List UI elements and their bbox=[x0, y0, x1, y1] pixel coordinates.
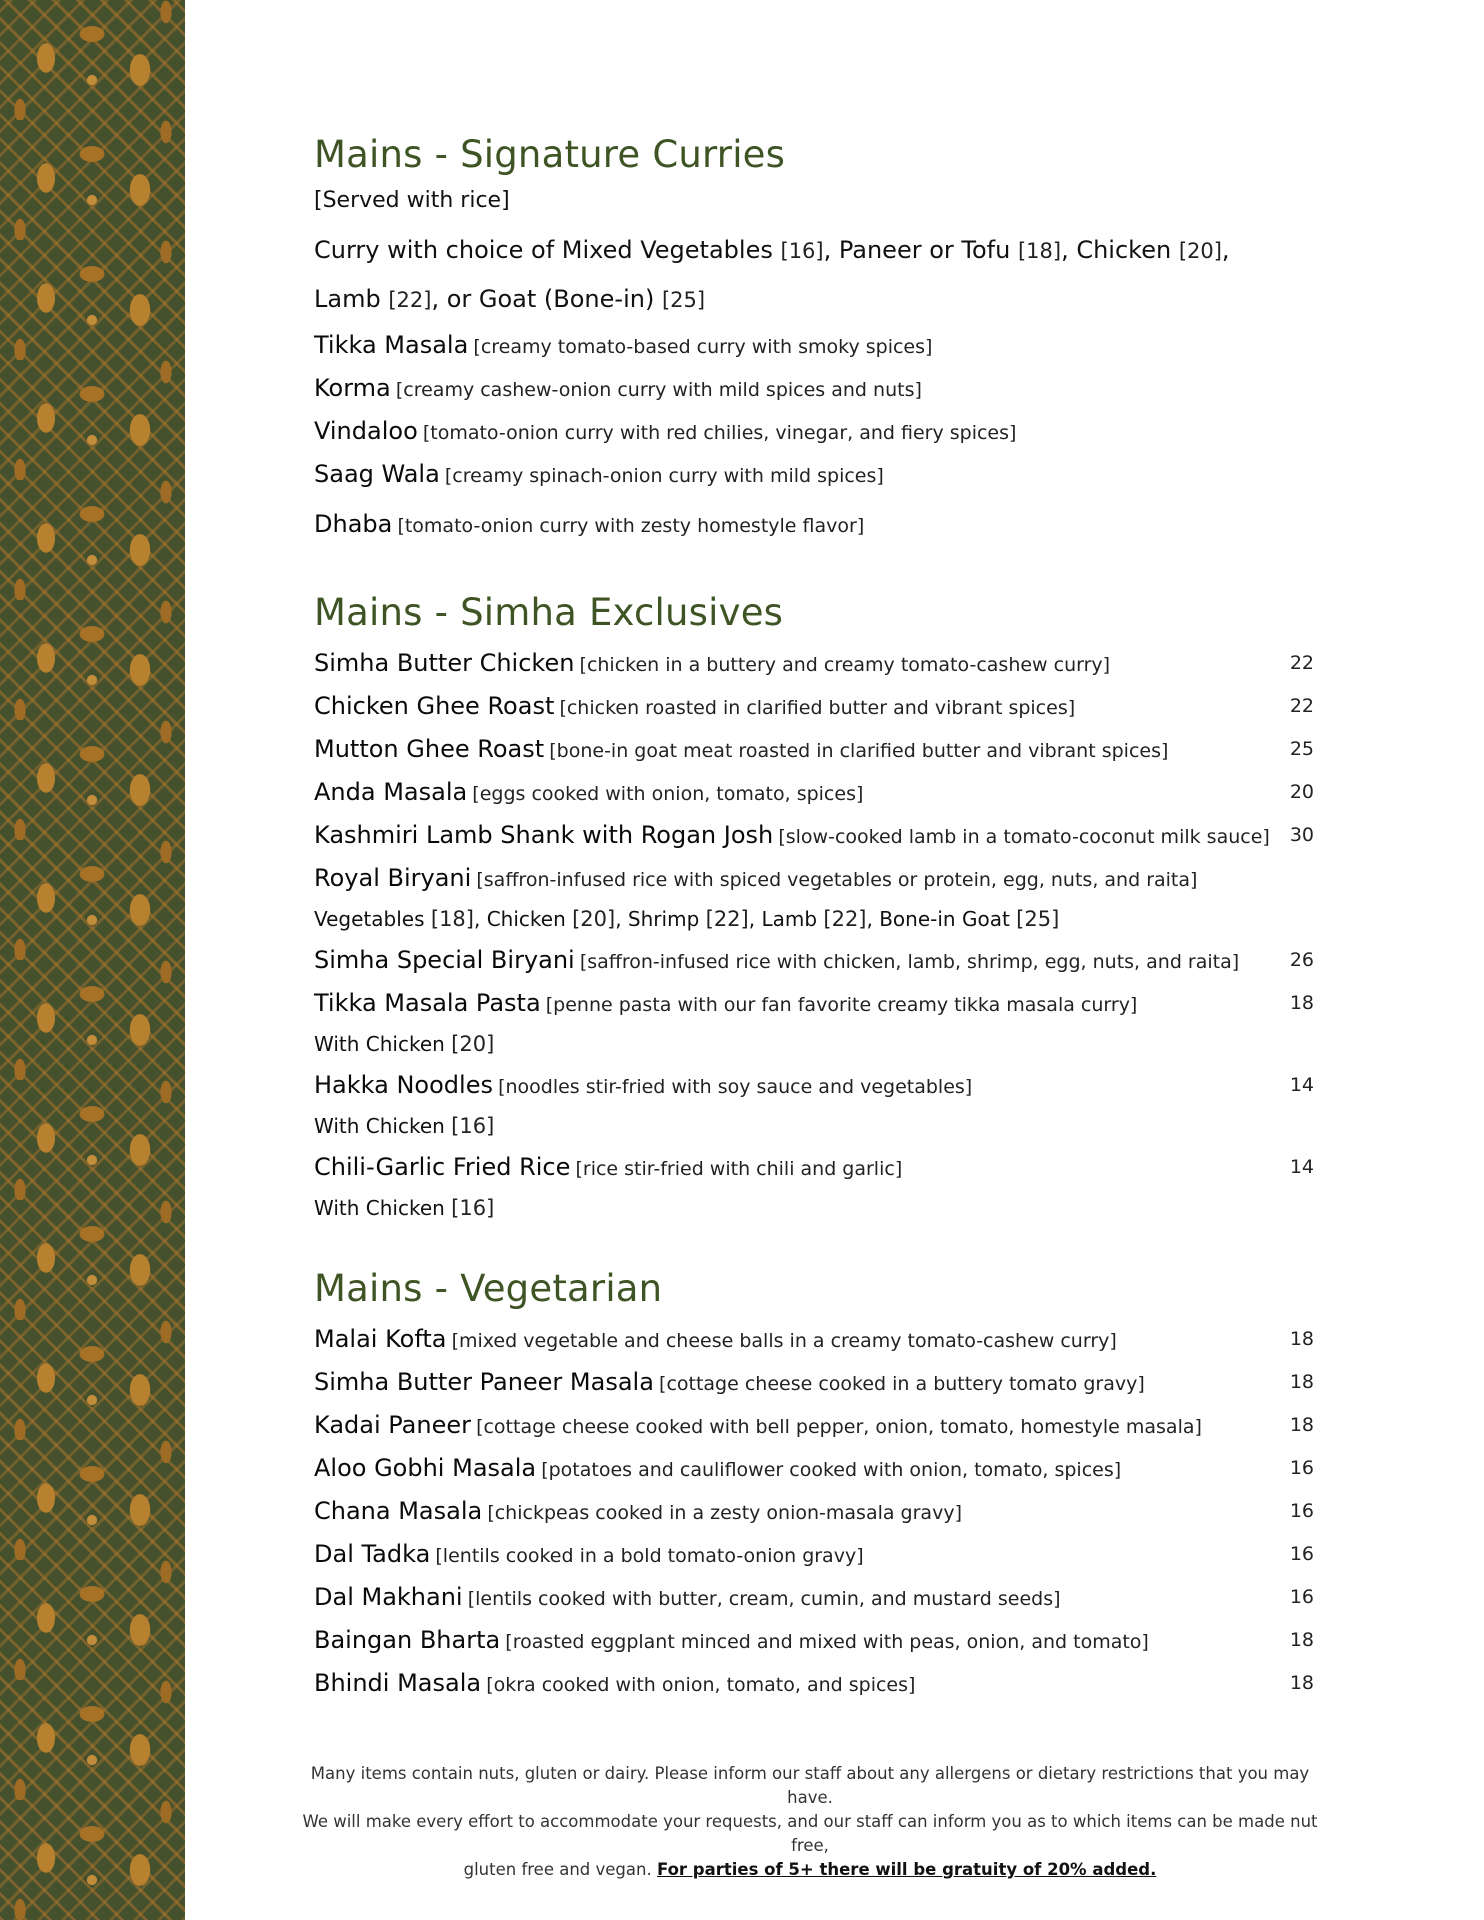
item-description: [creamy spinach-onion curry with mild spices] bbox=[444, 465, 884, 487]
item-price: 18 bbox=[1289, 1629, 1314, 1651]
item-description: [eggs cooked with onion, tomato, spices] bbox=[472, 783, 864, 805]
menu-item bbox=[314, 1064, 1314, 1107]
footer-text: gluten free and vegan. bbox=[463, 1860, 652, 1879]
footer-line: We will make every effort to accommodate your requests, and our staff can inform you as to which items can be made nut free, bbox=[302, 1812, 1318, 1855]
section-spacer bbox=[314, 1228, 1314, 1260]
option-label: , Shrimp bbox=[615, 907, 700, 931]
item-name: Aloo Gobhi Masala bbox=[314, 1454, 537, 1482]
item-description: [noodles stir-fried with soy sauce and vegetables] bbox=[498, 1076, 973, 1098]
menu-item bbox=[314, 367, 1314, 410]
menu-item bbox=[314, 939, 1314, 982]
item-name: Anda Masala bbox=[314, 778, 468, 806]
menu-item bbox=[314, 1318, 1314, 1361]
item-name: Mutton Ghee Roast bbox=[314, 735, 545, 763]
item-price: 20 bbox=[1289, 781, 1314, 803]
item-description: [mixed vegetable and cheese balls in a creamy tomato-cashew curry] bbox=[451, 1330, 1117, 1352]
item-description: [penne pasta with our fan favorite creamy tikka masala curry] bbox=[545, 994, 1138, 1016]
item-description: [lentils cooked with butter, cream, cumin, and mustard seeds] bbox=[467, 1588, 1061, 1610]
choice-price: [22] bbox=[388, 288, 432, 312]
choice-label: , Chicken bbox=[1061, 236, 1172, 264]
menu-item bbox=[314, 982, 1314, 1025]
curry-protein-choices-line-1 bbox=[314, 226, 1314, 275]
option-label: With Chicken bbox=[314, 1032, 445, 1056]
choice-price: [16] bbox=[780, 239, 824, 263]
menu-item bbox=[314, 1662, 1314, 1705]
item-price: 18 bbox=[1289, 1328, 1314, 1350]
menu-item bbox=[314, 453, 1314, 496]
item-name: Kashmiri Lamb Shank with Rogan Josh bbox=[314, 821, 774, 849]
item-name: Vindaloo bbox=[314, 417, 418, 445]
section-title: Mains - Vegetarian bbox=[314, 1267, 663, 1310]
choice-label: Lamb bbox=[314, 285, 381, 313]
item-description: [potatoes and cauliflower cooked with onion, tomato, spices] bbox=[541, 1459, 1122, 1481]
item-description: [cottage cheese cooked in a buttery tomato gravy] bbox=[659, 1373, 1145, 1395]
menu-item bbox=[314, 1490, 1314, 1533]
item-name: Saag Wala bbox=[314, 460, 440, 488]
item-description: [lentils cooked in a bold tomato-onion gravy] bbox=[435, 1545, 864, 1567]
option-price: [22] bbox=[705, 907, 749, 931]
footer-line bbox=[290, 1858, 1330, 1882]
menu-item bbox=[314, 642, 1314, 685]
item-description: [chicken roasted in clarified butter and vibrant spices] bbox=[559, 697, 1076, 719]
item-price: 14 bbox=[1289, 1156, 1314, 1178]
section-title: Mains - Simha Exclusives bbox=[314, 591, 784, 634]
menu-item bbox=[314, 1146, 1314, 1189]
item-price: 14 bbox=[1289, 1074, 1314, 1096]
damask-border-decoration bbox=[0, 0, 185, 1920]
item-description: [chickpeas cooked in a zesty onion-masala gravy] bbox=[487, 1502, 962, 1524]
item-name: Dal Makhani bbox=[314, 1583, 463, 1611]
section-simha-exclusives bbox=[314, 584, 1314, 1228]
menu-item bbox=[314, 324, 1314, 367]
item-description: [cottage cheese cooked with bell pepper, onion, tomato, homestyle masala] bbox=[476, 1416, 1202, 1438]
menu-content bbox=[314, 126, 1314, 1705]
item-description: [slow-cooked lamb in a tomato-coconut milk sauce] bbox=[778, 826, 1270, 848]
curry-protein-choices-line-2 bbox=[314, 275, 1314, 324]
option-label: , Lamb bbox=[748, 907, 818, 931]
choice-label: , bbox=[1221, 236, 1230, 264]
item-name: Bhindi Masala bbox=[314, 1669, 482, 1697]
item-description: [rice stir-fried with chili and garlic] bbox=[575, 1158, 903, 1180]
item-price: 18 bbox=[1289, 1414, 1314, 1436]
item-description: [creamy cashew-onion curry with mild spices and nuts] bbox=[395, 379, 922, 401]
item-name: Malai Kofta bbox=[314, 1325, 447, 1353]
option-label: , Chicken bbox=[473, 907, 566, 931]
item-price: 18 bbox=[1289, 1371, 1314, 1393]
item-price: 18 bbox=[1289, 1672, 1314, 1694]
option-price: [16] bbox=[451, 1196, 495, 1220]
item-description: [saffron-infused rice with chicken, lamb, shrimp, egg, nuts, and raita] bbox=[579, 951, 1240, 973]
menu-item bbox=[314, 685, 1314, 728]
item-name: Dal Tadka bbox=[314, 1540, 431, 1568]
add-chicken-option bbox=[314, 1107, 1314, 1146]
item-description: [roasted eggplant minced and mixed with peas, onion, and tomato] bbox=[505, 1631, 1149, 1653]
item-price: 16 bbox=[1289, 1457, 1314, 1479]
item-name: Dhaba bbox=[314, 510, 393, 538]
item-description: [chicken in a buttery and creamy tomato-cashew curry] bbox=[579, 654, 1111, 676]
menu-item bbox=[314, 1361, 1314, 1404]
item-name: Baingan Bharta bbox=[314, 1626, 501, 1654]
allergen-footer bbox=[290, 1762, 1330, 1882]
choice-label: , Paneer or Tofu bbox=[823, 236, 1011, 264]
option-price: [18] bbox=[430, 907, 474, 931]
item-price: 16 bbox=[1289, 1543, 1314, 1565]
item-description: [tomato-onion curry with red chilies, vinegar, and fiery spices] bbox=[422, 422, 1017, 444]
menu-item bbox=[314, 814, 1314, 857]
item-price: 22 bbox=[1289, 695, 1314, 717]
section-title: Mains - Signature Curries bbox=[314, 133, 786, 176]
item-name: Simha Butter Chicken bbox=[314, 649, 575, 677]
option-price: [22] bbox=[823, 907, 867, 931]
item-price: 26 bbox=[1289, 949, 1314, 971]
item-name: Simha Butter Paneer Masala bbox=[314, 1368, 654, 1396]
section-vegetarian bbox=[314, 1260, 1314, 1705]
choice-label: Curry with choice of Mixed Vegetables bbox=[314, 236, 773, 264]
menu-item bbox=[314, 1404, 1314, 1447]
option-label: With Chicken bbox=[314, 1114, 445, 1138]
served-with-rice-note: [Served with rice] bbox=[314, 188, 510, 213]
item-name: Simha Special Biryani bbox=[314, 946, 575, 974]
item-name: Kadai Paneer bbox=[314, 1411, 471, 1439]
curry-style-list bbox=[314, 324, 1314, 546]
option-price: [20] bbox=[451, 1032, 495, 1056]
item-name: Chili-Garlic Fried Rice bbox=[314, 1153, 571, 1181]
menu-item bbox=[314, 1447, 1314, 1490]
item-description: [creamy tomato-based curry with smoky spices] bbox=[473, 336, 933, 358]
item-name: Hakka Noodles bbox=[314, 1071, 493, 1099]
biryani-protein-options bbox=[314, 900, 1314, 939]
item-name: Royal Biryani bbox=[314, 864, 472, 892]
option-label: , Bone-in Goat bbox=[866, 907, 1010, 931]
option-price: [25] bbox=[1016, 907, 1060, 931]
item-name: Tikka Masala Pasta bbox=[314, 989, 541, 1017]
item-description: [tomato-onion curry with zesty homestyle flavor] bbox=[397, 515, 865, 537]
gratuity-notice: For parties of 5+ there will be gratuity of 20% added. bbox=[656, 1860, 1157, 1879]
item-price: 18 bbox=[1289, 992, 1314, 1014]
item-name: Tikka Masala bbox=[314, 331, 469, 359]
option-label: Vegetables bbox=[314, 907, 425, 931]
menu-item bbox=[314, 496, 1314, 546]
option-label: With Chicken bbox=[314, 1196, 445, 1220]
option-price: [16] bbox=[451, 1114, 495, 1138]
item-price: 30 bbox=[1289, 824, 1314, 846]
add-chicken-option bbox=[314, 1025, 1314, 1064]
section-spacer bbox=[314, 546, 1314, 584]
menu-item bbox=[314, 1619, 1314, 1662]
footer-line: Many items contain nuts, gluten or dairy. Please inform our staff about any allergens or dietary restrictions that you may have. bbox=[310, 1764, 1310, 1807]
menu-item bbox=[314, 1533, 1314, 1576]
choice-price: [20] bbox=[1178, 239, 1222, 263]
choice-price: [25] bbox=[661, 288, 706, 312]
item-description: [bone-in goat meat roasted in clarified butter and vibrant spices] bbox=[549, 740, 1169, 762]
menu-item bbox=[314, 1576, 1314, 1619]
item-name: Chicken Ghee Roast bbox=[314, 692, 555, 720]
item-price: 25 bbox=[1289, 738, 1314, 760]
add-chicken-option bbox=[314, 1189, 1314, 1228]
menu-item bbox=[314, 410, 1314, 453]
item-description: [saffron-infused rice with spiced vegetables or protein, egg, nuts, and raita] bbox=[476, 869, 1198, 891]
section-signature-curries bbox=[314, 126, 1314, 546]
item-price: 16 bbox=[1289, 1586, 1314, 1608]
item-name: Korma bbox=[314, 374, 391, 402]
item-name: Chana Masala bbox=[314, 1497, 483, 1525]
choice-label: , or Goat (Bone-in) bbox=[431, 285, 655, 313]
menu-item bbox=[314, 857, 1314, 900]
menu-item bbox=[314, 728, 1314, 771]
choice-price: [18] bbox=[1017, 239, 1062, 263]
item-price: 16 bbox=[1289, 1500, 1314, 1522]
item-price: 22 bbox=[1289, 652, 1314, 674]
menu-item bbox=[314, 771, 1314, 814]
option-price: [20] bbox=[572, 907, 616, 931]
item-description: [okra cooked with onion, tomato, and spices] bbox=[486, 1674, 916, 1696]
